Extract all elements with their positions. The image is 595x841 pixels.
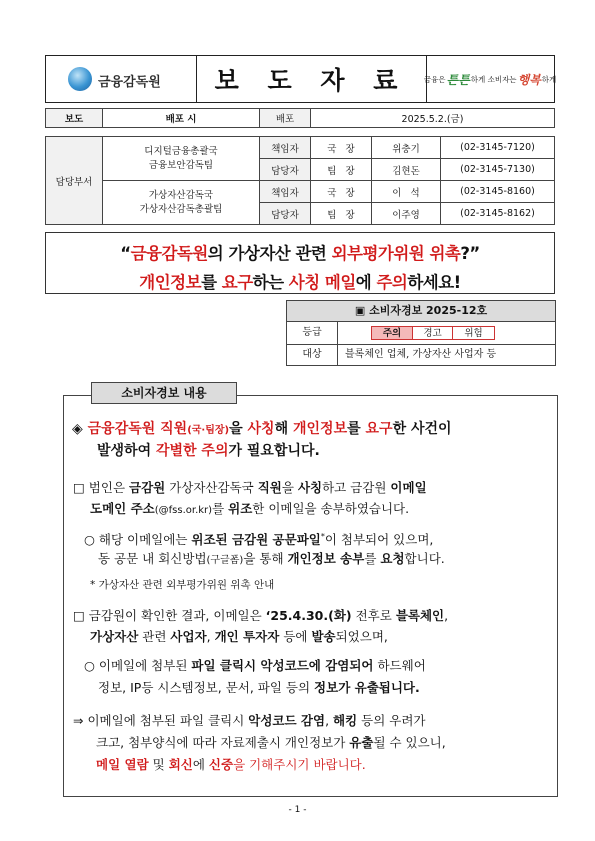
p5-part: 메일 열람 (96, 757, 149, 772)
contact-phone: (02-3145-8162) (441, 203, 555, 225)
alert-heading: ▣ 소비자경보 2025-12호 (287, 301, 555, 322)
p5-part: 을 기해주시기 바랍니다. (233, 757, 366, 772)
p5-line-3 (96, 754, 366, 775)
p3-line-2 (90, 626, 388, 647)
contact-role: 책임자 (260, 181, 311, 203)
p1-line-1 (73, 477, 427, 498)
team-name: 가상자산감독총괄팀 (139, 203, 223, 215)
release-label: 보도 (46, 109, 103, 128)
p3-part: 전후로 (351, 608, 396, 623)
release-table (45, 108, 555, 128)
lead-line-1 (72, 419, 452, 441)
circle-bullet-icon: ○ (84, 658, 95, 673)
p1-part: 가상자산감독국 (165, 480, 258, 495)
slogan (423, 56, 557, 102)
lead-part: 개인정보 (293, 421, 348, 437)
diamond-bullet-icon: ◈ (72, 421, 83, 437)
contact-phone: (02-3145-7120) (441, 137, 555, 159)
p3-part: 블록체인 (395, 608, 445, 623)
p3-part: 가상자산 (90, 629, 139, 644)
contact-name: 이 석 (372, 181, 441, 203)
level-warning: 경고 (413, 326, 453, 340)
lead-line-2 (97, 441, 320, 462)
dept-name: 디지털금융총괄국 (144, 145, 218, 157)
p3-part: 발송 (311, 629, 336, 644)
contact-name: 이주영 (372, 203, 441, 225)
contact-title: 국 장 (311, 137, 372, 159)
contact-title: 국 장 (311, 181, 372, 203)
headline-part: 개인정보 (139, 273, 202, 292)
target-value: 블록체인 업체, 가상자산 사업자 등 (345, 349, 497, 360)
lead-part: 요구 (365, 421, 393, 437)
p2-line-1 (84, 526, 433, 550)
p4-part: 정보, IP등 시스템정보, 문서, 파일 등의 (98, 680, 315, 695)
dept-label: 담당부서 (46, 137, 103, 225)
footnote: * 가상자산 관련 외부평가위원 위촉 안내 (90, 579, 275, 591)
contact-role: 담당자 (260, 203, 311, 225)
p1-part: 직원 (257, 480, 282, 495)
p4-part: 정보가 유출됩니다. (314, 680, 420, 695)
contact-phone: (02-3145-7130) (441, 159, 555, 181)
p4-part: 하드웨어 (373, 658, 426, 673)
level-caution: 주의 (371, 326, 413, 340)
p5-part: 악성코드 감염 (248, 713, 326, 728)
p3-part: 관련 (138, 629, 171, 644)
p5-part: 신중 (208, 757, 234, 772)
p5-part: 등의 우려가 (357, 713, 426, 728)
lead-part: 해 (274, 421, 293, 437)
contact-name: 김현돈 (372, 159, 441, 181)
circle-bullet-icon: ○ (84, 532, 95, 548)
p3-part: 사업자 (170, 629, 207, 644)
square-bullet-icon: □ (73, 480, 85, 495)
headline-part: 사칭 메일 (288, 273, 356, 292)
fss-logo-icon (68, 67, 92, 91)
p3-part: , (206, 629, 215, 644)
p3-part: 금감원이 확인한 결과, 이메일은 (88, 608, 266, 623)
slogan-part: 하게 (541, 74, 557, 84)
contact-role: 담당자 (260, 159, 311, 181)
p2-part: 위조된 금감원 공문파일 (191, 532, 321, 548)
p5-line-1 (73, 710, 426, 731)
lead-part: 사칭 (247, 421, 275, 437)
release-timing: 배포 시 (103, 109, 260, 128)
p2-part: 이 첨부되어 있으며, (324, 532, 434, 548)
contact-role: 책임자 (260, 137, 311, 159)
square-bullet-icon: □ (73, 608, 85, 623)
lead-part: 가 필요합니다. (228, 443, 320, 459)
p4-line-1 (84, 655, 426, 676)
p5-part: 및 (148, 757, 169, 772)
p2-part: 개인정보 송부 (287, 551, 365, 566)
headline-part: 의 가상자산 관련 (207, 244, 332, 263)
headline-box (45, 232, 555, 294)
level-danger: 위험 (453, 326, 495, 340)
p2-part: * (320, 532, 325, 541)
p1-part: 하고 금감원 (322, 480, 391, 495)
slogan-part: 튼튼 (446, 72, 470, 87)
lead-part: 을 (229, 421, 248, 437)
org-logo (46, 56, 197, 102)
contact-name: 위충기 (372, 137, 441, 159)
p3-line-1 (73, 605, 448, 626)
p1-part: 도메인 주소 (90, 501, 155, 516)
p1-part: 을 (281, 480, 298, 495)
consumer-alert-box (286, 300, 556, 366)
grade-label: 등급 (287, 322, 338, 344)
dept-name: 가상자산감독국 (148, 189, 214, 201)
lead-part: 금융감독원 직원 (87, 421, 188, 437)
p2-part: 합니다. (404, 551, 445, 566)
p2-part: 해당 이메일에는 (98, 532, 192, 548)
slogan-part: 금융은 (423, 74, 446, 84)
headline-part: 를 (201, 273, 222, 292)
p2-part: 을 통해 (243, 551, 288, 566)
p5-part: 이메일에 첨부된 파일 클릭시 (87, 713, 249, 728)
headline-part: 외부평가위원 위촉 (331, 244, 461, 263)
p5-part: 회신 (168, 757, 193, 772)
contacts-table (45, 136, 555, 225)
alert-target-row (287, 344, 555, 366)
p3-part: 등에 (279, 629, 312, 644)
p1-part: 한 이메일을 송부하였습니다. (252, 501, 410, 516)
p4-part: 이메일에 첨부된 (98, 658, 192, 673)
lead-part: 한 사건이 (392, 421, 452, 437)
contact-title: 팀 장 (311, 159, 372, 181)
press-header (45, 55, 555, 103)
p5-part: 크고, 첨부양식에 따라 자료제출시 개인정보가 (96, 735, 350, 750)
page-number: - 1 - (288, 805, 307, 815)
p5-part: , (325, 713, 334, 728)
slogan-part: 하게 소비자는 (470, 74, 517, 84)
lead-part: 각별한 주의 (155, 443, 229, 459)
headline-part: 에 (355, 273, 377, 292)
p1-part: (@fss.or.kr) (154, 505, 213, 516)
headline-part: 하는 (252, 273, 289, 292)
headline-part: 주의 (376, 273, 408, 292)
p2-part: (구글폼) (206, 555, 244, 566)
p4-part: 파일 클릭시 악성코드에 감염되어 (191, 658, 374, 673)
p3-part: 되었으며, (335, 629, 388, 644)
alert-grade-row (287, 322, 555, 345)
distribution-label: 배포 (260, 109, 311, 128)
p3-part: 개인 투자자 (214, 629, 280, 644)
p2-part: 동 공문 내 회신방법 (98, 551, 207, 566)
p2-part: 를 (364, 551, 381, 566)
headline-part: 금융감독원 (130, 244, 208, 263)
p1-part: 사칭 (297, 480, 323, 495)
dept-cell (103, 181, 260, 225)
p3-part: , (444, 608, 449, 623)
p3-part: ‘25.4.30.(화) (265, 608, 352, 623)
distribution-date: 2025.5.2.(금) (311, 109, 555, 128)
headline-line-1 (46, 240, 554, 264)
p5-part: 유출 (349, 735, 374, 750)
p1-line-2 (90, 498, 409, 521)
p4-line-2 (98, 677, 420, 698)
org-name: 금융감독원 (98, 75, 161, 90)
arrow-bullet-icon: ⇒ (73, 713, 84, 728)
headline-part: “ (120, 244, 131, 263)
p1-part: 이메일 (390, 480, 427, 495)
slogan-part: 행복 (517, 72, 541, 87)
headline-line-2 (46, 269, 554, 293)
p1-part: 위조 (228, 501, 253, 516)
doc-type-title: 보 도 자 료 (196, 56, 427, 102)
p5-part: 에 (192, 757, 209, 772)
dept-cell (103, 137, 260, 181)
headline-part: 하세요! (407, 273, 461, 292)
p5-part: 해킹 (333, 713, 358, 728)
p1-part: 를 (212, 501, 229, 516)
lead-part: 를 (347, 421, 366, 437)
headline-part: ?” (460, 244, 480, 263)
lead-part: (국·팀장) (187, 425, 230, 436)
team-name: 금융보안감독팀 (148, 159, 214, 171)
lead-part: 발생하여 (97, 443, 156, 459)
p2-line-2 (98, 548, 445, 571)
p2-part: 요청 (380, 551, 405, 566)
contact-phone: (02-3145-8160) (441, 181, 555, 203)
section-title: 소비자경보 내용 (91, 382, 237, 404)
headline-part: 요구 (221, 273, 253, 292)
target-label: 대상 (287, 344, 338, 366)
p1-part: 범인은 (88, 480, 129, 495)
p1-part: 금감원 (129, 480, 166, 495)
p5-line-2 (96, 732, 446, 753)
contact-title: 팀 장 (311, 203, 372, 225)
p5-part: 될 수 있으니, (373, 735, 446, 750)
